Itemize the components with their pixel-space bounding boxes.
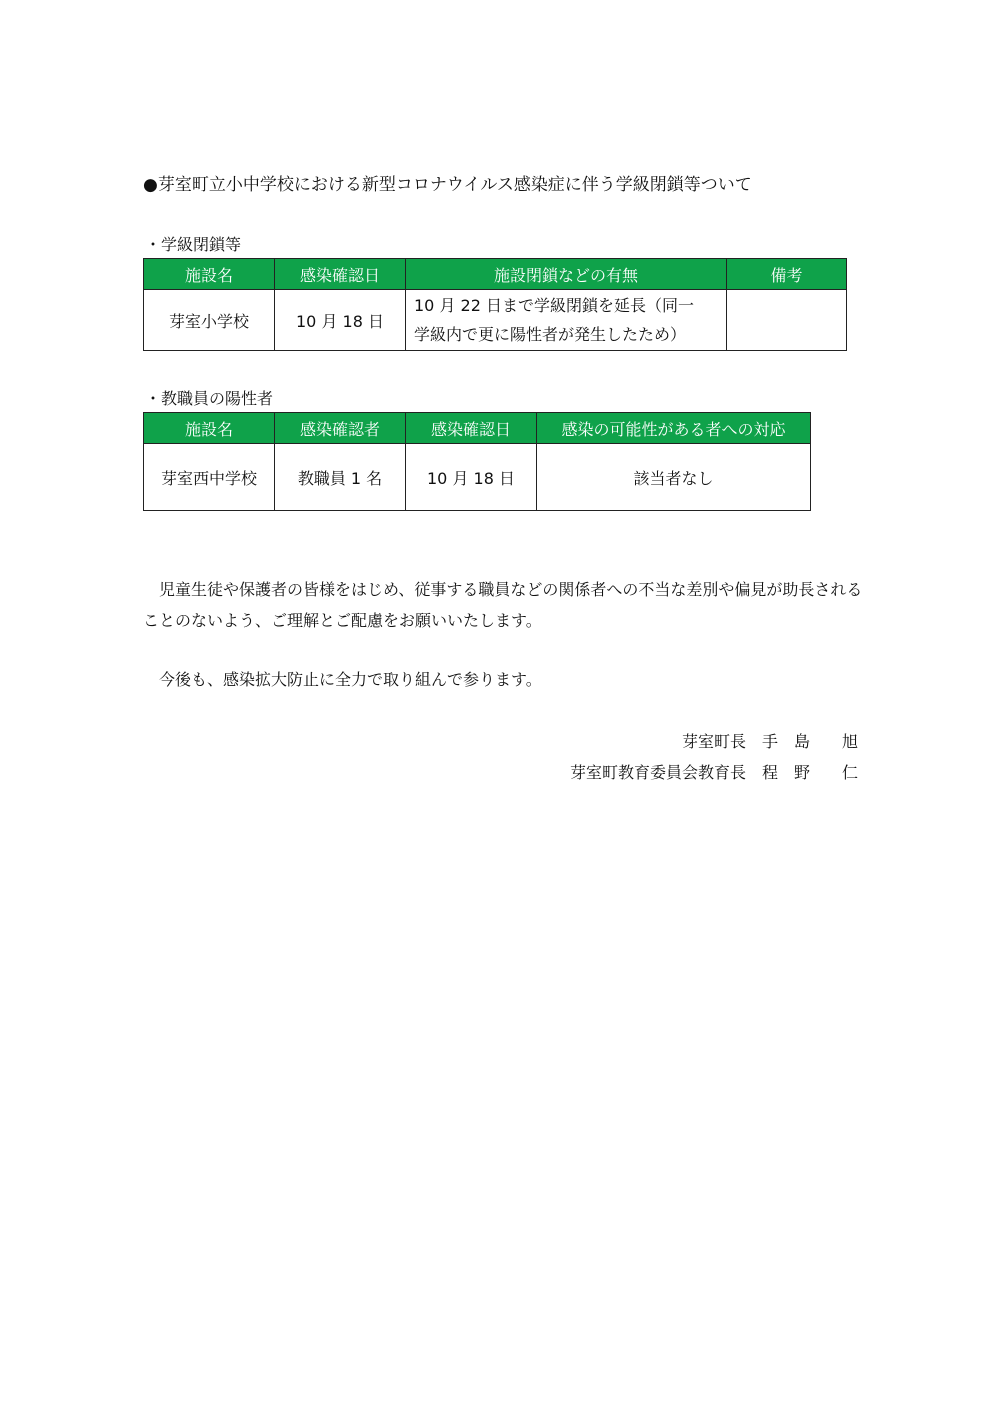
closure-line-1: 10 月 22 日まで学級閉鎖を延長（同一	[414, 296, 694, 315]
class-closure-table	[143, 258, 847, 351]
table-row	[144, 444, 811, 511]
document-title: ●芽室町立小中学校における新型コロナウイルス感染症に伴う学級閉鎖等ついて	[143, 175, 752, 195]
cell-confirmed-date: 10 月 18 日	[406, 444, 537, 511]
header-facility: 施設名	[144, 259, 275, 290]
header-remarks: 備考	[727, 259, 847, 290]
indent	[143, 670, 159, 689]
cell-contact-response: 該当者なし	[537, 444, 811, 511]
header-confirmed-person: 感染確認者	[275, 413, 406, 444]
cell-confirmed-date: 10 月 18 日	[275, 290, 406, 351]
staff-positive-table	[143, 412, 811, 511]
header-contact-response: 感染の可能性がある者への対応	[537, 413, 811, 444]
cell-facility: 芽室小学校	[144, 290, 275, 351]
paragraph-commitment	[143, 664, 863, 695]
cell-remarks	[727, 290, 847, 351]
section-label-staff-positive: ・教職員の陽性者	[145, 389, 274, 408]
paragraph-request	[143, 574, 863, 636]
header-closure-status: 施設閉鎖などの有無	[406, 259, 727, 290]
signature-superintendent: 芽室町教育委員会教育長 程 野 仁	[569, 763, 858, 782]
table-header-row	[144, 259, 847, 290]
indent	[143, 580, 159, 599]
closure-line-2: 学級内で更に陽性者が発生したため）	[414, 325, 687, 344]
cell-facility: 芽室西中学校	[144, 444, 275, 511]
paragraph-commitment-text: 今後も、感染拡大防止に全力で取り組んで参ります。	[159, 670, 542, 689]
section-label-class-closure: ・学級閉鎖等	[145, 235, 242, 254]
cell-closure-status	[406, 290, 727, 351]
header-confirmed-date: 感染確認日	[406, 413, 537, 444]
header-confirmed-date: 感染確認日	[275, 259, 406, 290]
cell-confirmed-person: 教職員 1 名	[275, 444, 406, 511]
header-facility: 施設名	[144, 413, 275, 444]
paragraph-request-text: 児童生徒や保護者の皆様をはじめ、従事する職員などの関係者への不当な差別や偏見が助長されることのないよう、ご理解とご配慮をお願いいたします。	[143, 580, 863, 630]
signature-mayor: 芽室町長 手 島 旭	[681, 732, 858, 751]
table-header-row	[144, 413, 811, 444]
table-row	[144, 290, 847, 351]
